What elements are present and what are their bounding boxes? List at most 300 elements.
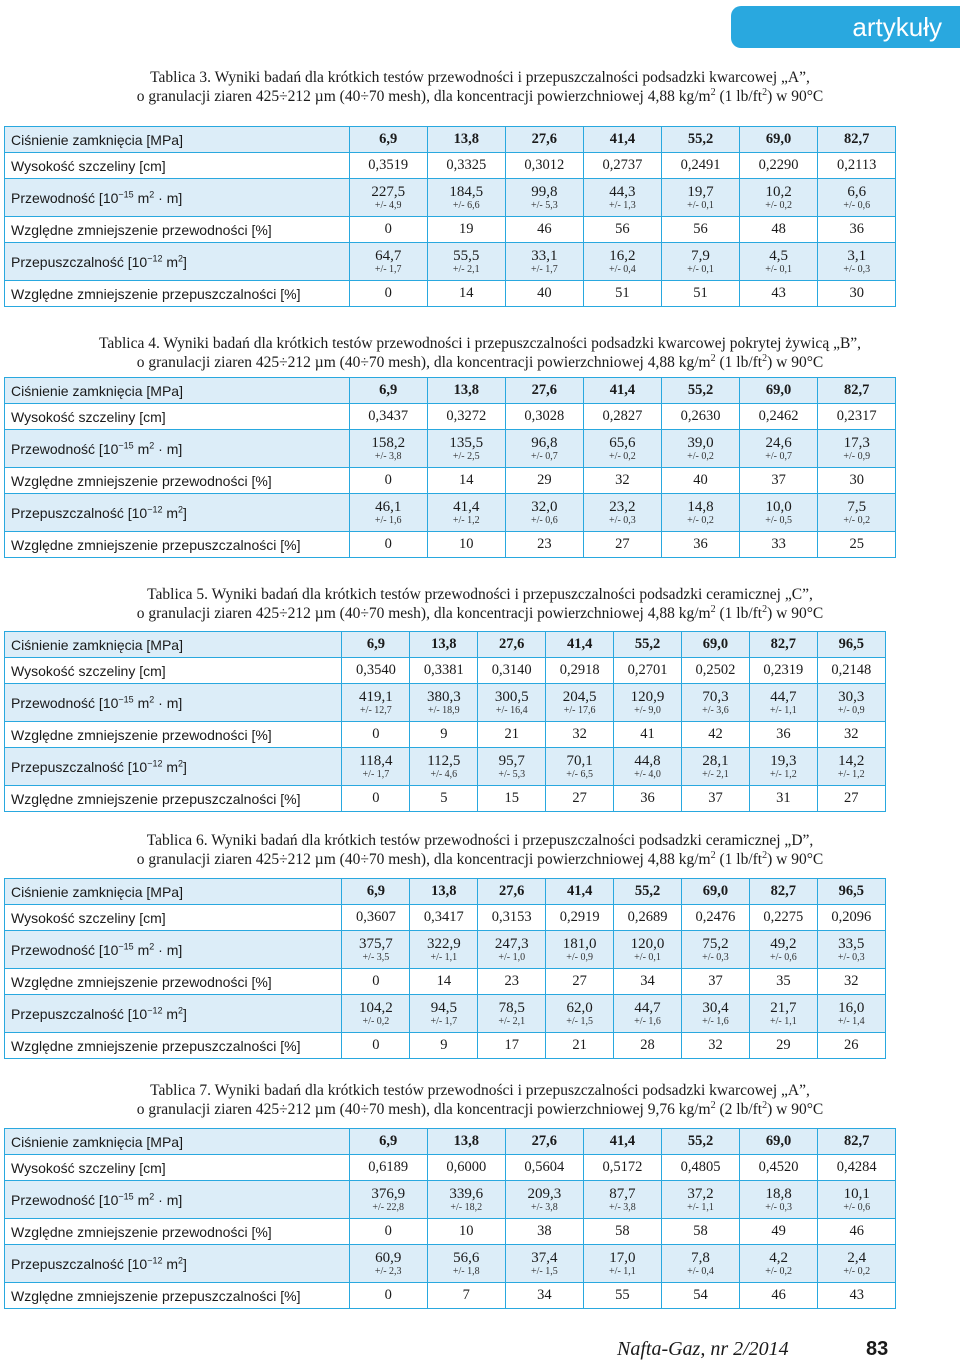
table-cell xyxy=(583,217,661,243)
table-cell xyxy=(817,748,885,786)
table-cell xyxy=(681,632,749,658)
table-cell xyxy=(410,995,478,1033)
cell-value: 0,2096 xyxy=(831,909,872,925)
table-cell xyxy=(740,1155,818,1181)
table-cell xyxy=(614,632,682,658)
cell-error: +/- 1,5 xyxy=(530,1265,558,1277)
unit-exponent: 2 xyxy=(178,503,184,514)
cell-value: 0 xyxy=(384,1287,392,1303)
cell-value: 37 xyxy=(708,790,723,806)
table-cell xyxy=(427,378,505,404)
cell-value: 300,5 xyxy=(494,688,529,705)
cell-value: 9 xyxy=(440,726,448,742)
cell-value: 78,5 xyxy=(498,999,525,1016)
cell-value: 13,8 xyxy=(453,1133,479,1149)
row-relative-permeability xyxy=(5,1033,886,1059)
table-cell xyxy=(681,969,749,995)
cell-value: 0,3140 xyxy=(491,662,532,678)
row-label-text: Przewodność [10 xyxy=(11,440,119,457)
cell-error: +/- 1,1 xyxy=(769,704,797,716)
cell-value: 0,2630 xyxy=(680,408,721,424)
cell-value: 10 xyxy=(459,536,474,552)
cell-value: 34 xyxy=(537,1287,552,1303)
cell-error: +/- 0,3 xyxy=(609,514,636,526)
row-label-text: · m] xyxy=(154,440,183,457)
cell-value: 0 xyxy=(372,726,380,742)
table-cell xyxy=(583,153,661,179)
cell-value: 55,2 xyxy=(634,636,661,652)
table-cell xyxy=(740,281,818,307)
cell-value: 0,2290 xyxy=(758,157,799,173)
table-cell xyxy=(817,786,885,812)
table-cell xyxy=(349,404,427,430)
caption-sup: 2 xyxy=(762,86,768,98)
table-cell xyxy=(478,905,546,931)
cell-value: 0,2919 xyxy=(559,909,600,925)
row-relative-conductivity xyxy=(5,1219,896,1245)
table-cell xyxy=(342,658,410,684)
table-cell xyxy=(740,1219,818,1245)
cell-error: +/- 2,3 xyxy=(374,1265,402,1277)
cell-value: 41,4 xyxy=(609,382,636,398)
row-pressure xyxy=(5,879,886,905)
cell-value: 10,2 xyxy=(765,183,792,200)
row-label xyxy=(5,532,350,558)
table-cell xyxy=(427,404,505,430)
unit-exponent: 2 xyxy=(178,1254,184,1265)
cell-value: 29 xyxy=(537,472,552,488)
row-label xyxy=(5,632,342,658)
cell-value: 3,1 xyxy=(847,247,867,264)
cell-value: 82,7 xyxy=(844,1133,870,1149)
unit-exponent: −15 xyxy=(118,439,134,450)
row-label-text: Przepuszczalność [10 xyxy=(11,1255,148,1272)
cell-value: 55,5 xyxy=(453,247,480,264)
table-cell xyxy=(505,468,583,494)
row-label-text: Przewodność [10 xyxy=(11,694,119,711)
table-cell xyxy=(818,217,896,243)
cell-value: 41,4 xyxy=(566,636,593,652)
table-cell xyxy=(614,931,682,969)
cell-value: 0,2476 xyxy=(695,909,736,925)
row-label-text: m xyxy=(133,941,150,958)
table-cell xyxy=(583,494,661,532)
row-label xyxy=(5,281,350,307)
table-cell xyxy=(546,722,614,748)
table-cell xyxy=(740,127,818,153)
cell-error: +/- 0,6 xyxy=(769,951,797,963)
row-label-text: Względne zmniejszenie przewodności [%] xyxy=(11,726,272,743)
unit-exponent: 2 xyxy=(149,940,155,951)
table-cell xyxy=(614,969,682,995)
table-cell xyxy=(749,879,817,905)
cell-value: 43 xyxy=(849,1287,864,1303)
cell-error: +/- 1,1 xyxy=(609,1265,636,1277)
cell-value: 36 xyxy=(849,221,864,237)
table-cell xyxy=(505,127,583,153)
table-cell xyxy=(661,494,739,532)
row-label-text: Przewodność [10 xyxy=(11,941,119,958)
table-cell xyxy=(478,786,546,812)
table-cell xyxy=(349,153,427,179)
caption-text: o granulacji ziaren 425÷212 µm (40÷70 mesh), dla koncentracji powierzchniowej 4,88 kg/m xyxy=(136,851,711,868)
cell-value: 27 xyxy=(615,536,630,552)
table-cell xyxy=(342,632,410,658)
table-cell xyxy=(410,931,478,969)
cell-error: +/- 12,7 xyxy=(360,704,392,716)
table-cell xyxy=(427,1245,505,1283)
row-label xyxy=(5,378,350,404)
cell-value: 42 xyxy=(708,726,723,742)
cell-value: 104,2 xyxy=(359,999,393,1016)
table-cell xyxy=(349,378,427,404)
cell-value: 55,2 xyxy=(687,1133,714,1149)
table-cell xyxy=(817,879,885,905)
table-cell xyxy=(410,684,478,722)
cell-error: +/- 0,9 xyxy=(843,450,871,462)
table-cell xyxy=(583,243,661,281)
cell-value: 0 xyxy=(372,1037,380,1053)
cell-value: 0 xyxy=(384,285,392,301)
table-cell xyxy=(661,153,739,179)
data-table xyxy=(4,377,896,558)
table-caption xyxy=(0,831,960,869)
cell-value: 82,7 xyxy=(844,382,870,398)
data-table xyxy=(4,126,896,307)
caption-sup: 2 xyxy=(762,849,768,861)
cell-error: +/- 6,5 xyxy=(566,768,593,780)
cell-value: 82,7 xyxy=(770,883,797,899)
table-cell xyxy=(546,969,614,995)
table-cell xyxy=(583,281,661,307)
row-label xyxy=(5,430,350,468)
cell-value: 21 xyxy=(504,726,519,742)
table-cell xyxy=(681,748,749,786)
row-label-text: m xyxy=(133,1191,150,1208)
cell-error: +/- 3,8 xyxy=(374,450,402,462)
table-cell xyxy=(505,378,583,404)
cell-value: 48 xyxy=(771,221,786,237)
table-cell xyxy=(740,468,818,494)
row-label xyxy=(5,1033,342,1059)
cell-error: +/- 5,3 xyxy=(498,768,526,780)
cell-value: 37 xyxy=(771,472,786,488)
table-cell xyxy=(427,127,505,153)
table-cell xyxy=(342,684,410,722)
cell-value: 0,3012 xyxy=(524,157,565,173)
cell-value: 69,0 xyxy=(765,131,792,147)
row-label-text: ] xyxy=(183,1005,187,1022)
cell-error: +/- 0,6 xyxy=(843,199,871,211)
cell-value: 339,6 xyxy=(449,1185,484,1202)
table-cell xyxy=(546,1033,614,1059)
cell-error: +/- 0,2 xyxy=(765,1265,792,1277)
table-cell xyxy=(661,1129,739,1155)
row-label-text: Wysokość szczeliny [cm] xyxy=(11,408,166,425)
table-cell xyxy=(818,1181,896,1219)
row-label xyxy=(5,1129,350,1155)
table-cell xyxy=(740,1283,818,1309)
cell-value: 17,3 xyxy=(843,434,870,451)
table-cell xyxy=(410,632,478,658)
cell-value: 21 xyxy=(572,1037,587,1053)
cell-value: 37,2 xyxy=(687,1185,714,1202)
table-cell xyxy=(546,748,614,786)
cell-value: 27,6 xyxy=(531,1133,558,1149)
caption-sup: 2 xyxy=(710,1099,716,1111)
table-cell xyxy=(583,430,661,468)
table-cell xyxy=(818,153,896,179)
row-label-text: · m] xyxy=(154,1191,183,1208)
cell-value: 227,5 xyxy=(371,183,406,200)
cell-value: 28 xyxy=(640,1037,655,1053)
cell-error: +/- 4,6 xyxy=(430,768,458,780)
table-cell xyxy=(349,217,427,243)
table-cell xyxy=(410,658,478,684)
row-label-text: m xyxy=(133,189,150,206)
cell-value: 35 xyxy=(776,973,791,989)
row-label-text: Względne zmniejszenie przewodności [%] xyxy=(11,1223,272,1240)
table-cell xyxy=(583,1181,661,1219)
cell-value: 30,3 xyxy=(838,688,865,705)
cell-value: 14 xyxy=(436,973,452,989)
cell-error: +/- 0,7 xyxy=(530,450,558,462)
cell-value: 28,1 xyxy=(702,752,729,769)
row-label xyxy=(5,931,342,969)
cell-error: +/- 1,1 xyxy=(430,951,458,963)
table-cell xyxy=(614,786,682,812)
table-cell xyxy=(478,632,546,658)
table-cell xyxy=(349,1155,427,1181)
row-fracture-width xyxy=(5,658,886,684)
table-cell xyxy=(749,995,817,1033)
table-cell xyxy=(818,179,896,217)
cell-value: 23 xyxy=(537,536,552,552)
table-cell xyxy=(342,748,410,786)
cell-value: 32 xyxy=(708,1037,723,1053)
row-relative-permeability xyxy=(5,1283,896,1309)
table-cell xyxy=(661,243,739,281)
cell-error: +/- 5,3 xyxy=(530,199,558,211)
table-cell xyxy=(478,722,546,748)
cell-value: 14,8 xyxy=(687,498,714,515)
table-cell xyxy=(661,179,739,217)
table-cell xyxy=(410,905,478,931)
cell-value: 27,6 xyxy=(499,883,525,899)
cell-value: 0,2491 xyxy=(680,157,721,173)
cell-value: 41,4 xyxy=(609,1133,636,1149)
cell-value: 32 xyxy=(615,472,630,488)
table-cell xyxy=(740,404,818,430)
row-label-text: Wysokość szczeliny [cm] xyxy=(11,157,166,174)
cell-value: 0,3028 xyxy=(524,408,565,424)
table-cell xyxy=(661,378,739,404)
cell-value: 37,4 xyxy=(531,1249,558,1266)
cell-value: 41,4 xyxy=(609,131,636,147)
caption-sup: 2 xyxy=(710,86,716,98)
table-cell xyxy=(349,127,427,153)
cell-value: 0,2275 xyxy=(763,909,804,925)
cell-error: +/- 1,6 xyxy=(374,514,402,526)
cell-error: +/- 0,2 xyxy=(362,1015,390,1027)
cell-value: 247,3 xyxy=(494,935,529,952)
table-cell xyxy=(661,404,739,430)
data-table xyxy=(4,1128,896,1309)
cell-value: 0,2701 xyxy=(627,662,668,678)
table-cell xyxy=(427,1181,505,1219)
unit-exponent: 2 xyxy=(178,252,184,263)
caption-text: ) w 90°C xyxy=(767,1101,824,1118)
cell-value: 0,2737 xyxy=(602,157,643,173)
cell-value: 5 xyxy=(440,790,448,806)
table-cell xyxy=(342,786,410,812)
row-label-text: Względne zmniejszenie przewodności [%] xyxy=(11,221,272,238)
cell-value: 27 xyxy=(572,973,587,989)
row-label-text: Przewodność [10 xyxy=(11,1191,119,1208)
table-cell xyxy=(614,748,682,786)
table-cell xyxy=(818,1129,896,1155)
cell-value: 0,2689 xyxy=(627,909,668,925)
cell-error: +/- 1,3 xyxy=(609,199,636,211)
table-cell xyxy=(505,1129,583,1155)
cell-value: 99,8 xyxy=(531,183,558,200)
cell-error: +/- 2,1 xyxy=(702,768,729,780)
row-label xyxy=(5,217,350,243)
row-label-text: Względne zmniejszenie przepuszczalności [%] xyxy=(11,536,301,553)
cell-error: +/- 4,9 xyxy=(374,199,402,211)
row-label xyxy=(5,1245,350,1283)
cell-value: 41,4 xyxy=(453,498,480,515)
cell-error: +/- 1,2 xyxy=(769,768,797,780)
cell-error: +/- 0,1 xyxy=(687,263,714,275)
table-cell xyxy=(478,658,546,684)
cell-value: 135,5 xyxy=(449,434,484,451)
cell-value: 62,0 xyxy=(566,999,593,1016)
cell-value: 0 xyxy=(384,1223,392,1239)
cell-value: 13,8 xyxy=(453,382,479,398)
table-cell xyxy=(681,995,749,1033)
caption-line-2 xyxy=(0,87,960,106)
caption-text: (2 lb/ft xyxy=(715,1101,763,1118)
row-label-text: Względne zmniejszenie przepuszczalności [%] xyxy=(11,1287,301,1304)
cell-value: 0,2918 xyxy=(559,662,600,678)
table-cell xyxy=(583,1129,661,1155)
table-cell xyxy=(749,969,817,995)
row-label-text: ] xyxy=(183,1255,187,1272)
table-cell xyxy=(818,378,896,404)
row-pressure xyxy=(5,1129,896,1155)
table-cell xyxy=(427,532,505,558)
table-cell xyxy=(546,995,614,1033)
table-cell xyxy=(349,179,427,217)
table-cell xyxy=(505,179,583,217)
table-cell xyxy=(478,995,546,1033)
cell-value: 24,6 xyxy=(765,434,792,451)
cell-value: 0 xyxy=(372,790,380,806)
table-cell xyxy=(749,1033,817,1059)
table-cell xyxy=(427,217,505,243)
cell-value: 21,7 xyxy=(770,999,797,1016)
cell-value: 40 xyxy=(693,472,708,488)
table-cell xyxy=(817,658,885,684)
unit-exponent: −15 xyxy=(118,693,134,704)
table-cell xyxy=(349,430,427,468)
unit-exponent: −12 xyxy=(147,1254,163,1265)
caption-line-1: Tablica 7. Wyniki badań dla krótkich testów przewodności i przepuszczalności podsadzki kwarcowej „A”, xyxy=(150,1082,810,1099)
caption-text: (1 lb/ft xyxy=(715,88,763,105)
caption-line-1: Tablica 4. Wyniki badań dla krótkich testów przewodności i przepuszczalności podsadzki kwarcowej pokrytej żywicą „B”, xyxy=(98,335,862,352)
table-cell xyxy=(478,748,546,786)
data-table xyxy=(4,878,886,1059)
cell-value: 32 xyxy=(572,726,587,742)
cell-value: 419,1 xyxy=(359,688,393,705)
table-cell xyxy=(749,658,817,684)
table-cell xyxy=(505,153,583,179)
cell-value: 4,5 xyxy=(769,247,788,264)
cell-error: +/- 0,2 xyxy=(687,514,714,526)
cell-value: 39,0 xyxy=(687,434,714,451)
row-label-text: Względne zmniejszenie przewodności [%] xyxy=(11,973,272,990)
table-cell xyxy=(661,430,739,468)
table-cell xyxy=(749,748,817,786)
caption-line-2 xyxy=(0,353,960,372)
table-cell xyxy=(505,532,583,558)
row-pressure xyxy=(5,378,896,404)
row-label-text: m xyxy=(162,1255,179,1272)
table-cell xyxy=(740,243,818,281)
row-label-text: · m] xyxy=(154,694,183,711)
table-cell xyxy=(614,905,682,931)
row-label-text: Względne zmniejszenie przepuszczalności [%] xyxy=(11,285,301,302)
table-cell xyxy=(546,931,614,969)
cell-value: 49,2 xyxy=(770,935,797,952)
unit-exponent: −12 xyxy=(147,1004,163,1015)
cell-value: 0,3540 xyxy=(355,662,396,678)
table-cell xyxy=(427,468,505,494)
cell-error: +/- 0,2 xyxy=(843,1265,871,1277)
row-conductivity xyxy=(5,684,886,722)
cell-value: 34 xyxy=(640,973,655,989)
cell-value: 32,0 xyxy=(531,498,558,515)
cell-value: 18,8 xyxy=(765,1185,792,1202)
row-label xyxy=(5,748,342,786)
cell-error: +/- 1,7 xyxy=(530,263,558,275)
row-label-text: Ciśnienie zamknięcia [MPa] xyxy=(11,883,183,900)
table-cell xyxy=(583,378,661,404)
row-label xyxy=(5,786,342,812)
cell-value: 380,3 xyxy=(426,688,461,705)
cell-value: 94,5 xyxy=(430,999,457,1016)
cell-value: 25 xyxy=(849,536,864,552)
cell-error: +/- 2,1 xyxy=(452,263,480,275)
table-cell xyxy=(817,931,885,969)
cell-value: 54 xyxy=(693,1287,708,1303)
table-cell xyxy=(818,532,896,558)
cell-value: 9 xyxy=(440,1037,448,1053)
cell-error: +/- 17,6 xyxy=(563,704,596,716)
row-conductivity xyxy=(5,931,886,969)
table-cell xyxy=(342,931,410,969)
table-cell xyxy=(427,179,505,217)
table-cell xyxy=(740,179,818,217)
cell-value: 0,5604 xyxy=(524,1159,565,1175)
cell-value: 41,4 xyxy=(566,883,593,899)
row-label xyxy=(5,179,350,217)
caption-line-1: Tablica 3. Wyniki badań dla krótkich testów przewodności i przepuszczalności podsadzki kwarcowej „A”, xyxy=(150,69,810,86)
cell-value: 0,4284 xyxy=(836,1159,877,1175)
table-cell xyxy=(427,1155,505,1181)
table-cell xyxy=(681,1033,749,1059)
